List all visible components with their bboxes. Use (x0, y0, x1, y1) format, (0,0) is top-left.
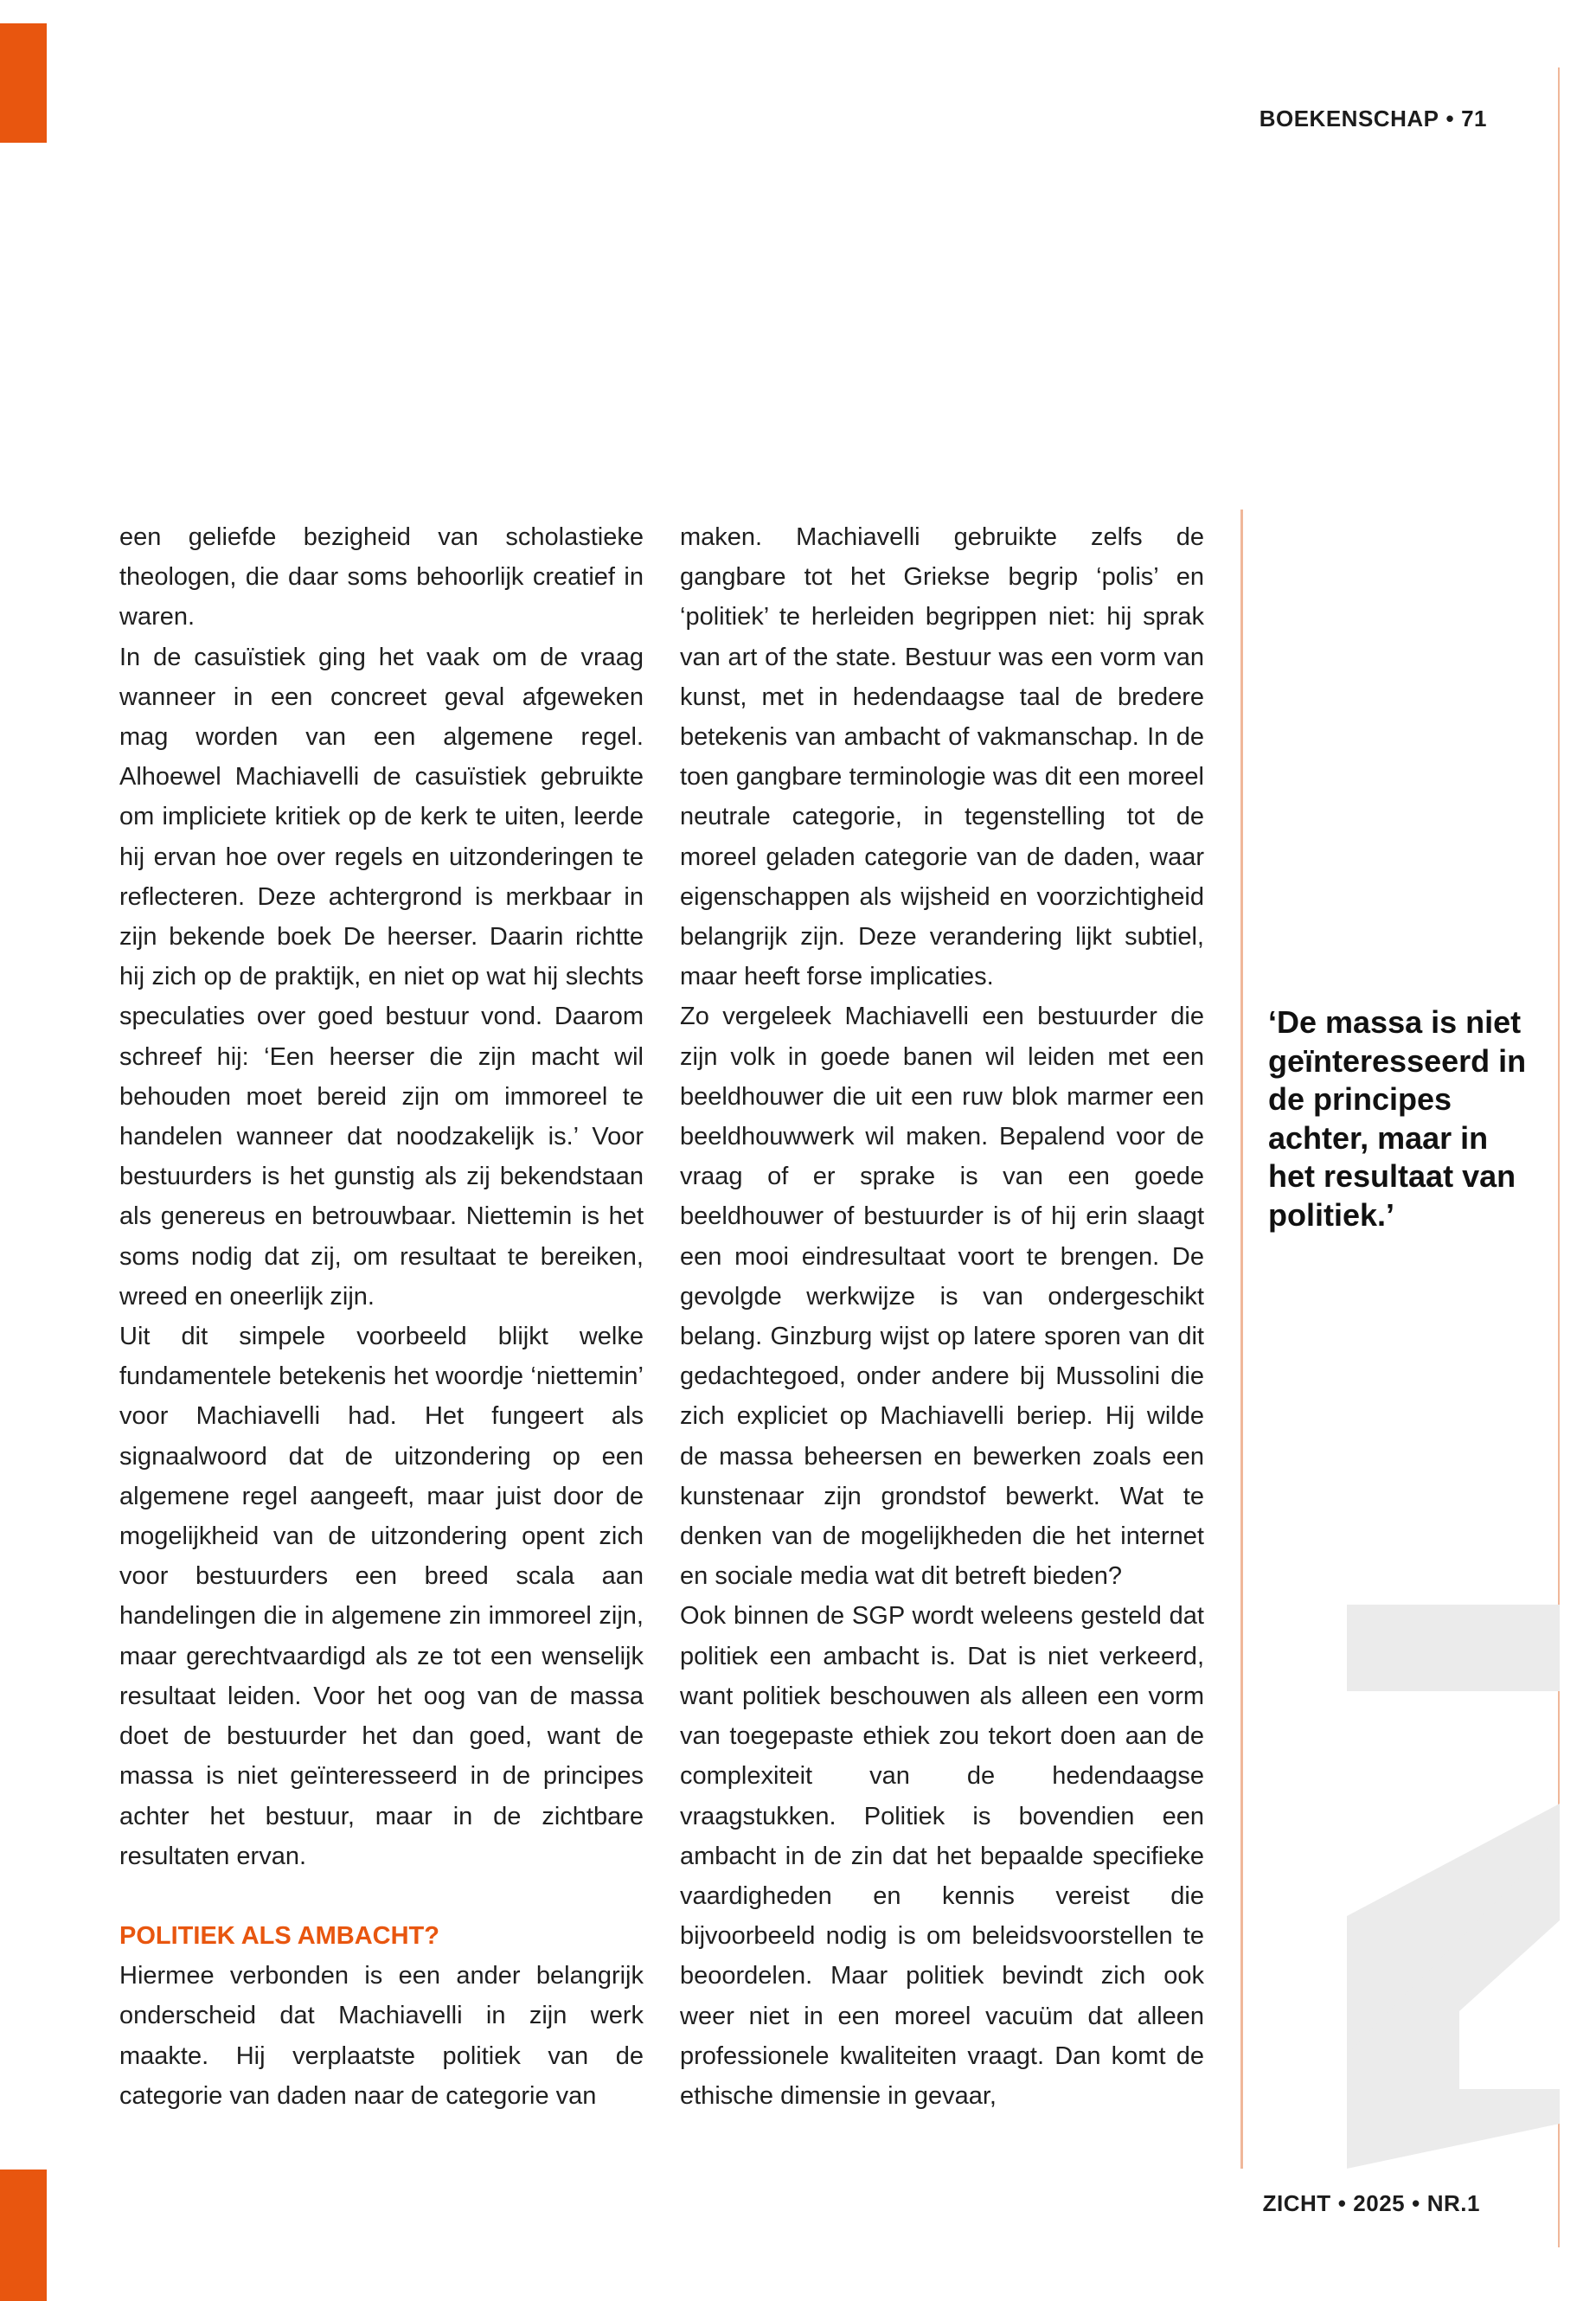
section-subheading: POLITIEK ALS AMBACHT? (119, 1921, 439, 1950)
separator-dot: • (1445, 106, 1455, 131)
section-title: BOEKENSCHAP (1259, 106, 1439, 131)
pull-quote: ‘De massa is niet geïnteresseerd in de principes achter, maar in het resultaat van politiek.’ (1268, 1004, 1527, 1233)
column-divider (1240, 510, 1243, 2169)
running-header (1259, 106, 1487, 132)
orange-edge-tab-top (0, 23, 47, 143)
page-number: 71 (1461, 106, 1487, 131)
paragraph: In de casuïstiek ging het vaak om de vraag wanneer in een concreet geval afgeweken mag worden van een algemene regel. Alhoewel Machiavelli de casuïstiek gebruikte om impliciete kritiek op de kerk te uiten, leerde hij ervan hoe over regels en uitzonderingen te reflecteren. Deze achtergrond is merkbaar in zijn bekende boek De heerser. Daarin richtte hij zich op de praktijk, en niet op wat hij slechts speculaties over goed bestuur vond. Daarom schreef hij: ‘Een heerser die zijn macht wil behouden moet bereid zijn om immoreel te handelen wanneer dat noodzakelijk is.’ Voor bestuurders is het gunstig als zij bekendstaan als genereus en betrouwbaar. Niettemin is het soms nodig dat zij, om resultaat te bereiken, wreed en oneerlijk zijn. (119, 643, 644, 1311)
paragraph: maken. Machiavelli gebruikte zelfs de gangbare tot het Griekse begrip ‘polis’ en ‘politiek’ te herleiden begrippen niet: hij sprak van art of the state. Bestuur was een vorm van kunst, met in hedendaagse taal de bredere betekenis van ambacht of vakmanschap. In de toen gangbare terminologie was dit een moreel neutrale categorie, in tegenstelling tot de moreel geladen categorie van de daden, waar eigenschappen als wijsheid en voorzichtigheid belangrijk zijn. Deze verandering lijkt subtiel, maar heeft forse implicaties. (680, 523, 1204, 991)
orange-edge-tab-bottom (0, 2170, 47, 2301)
paragraph: een geliefde bezigheid van scholastieke theologen, die daar soms behoorlijk creatief in waren. (119, 523, 644, 631)
year: 2025 (1353, 2190, 1406, 2216)
paragraph: Uit dit simpele voorbeeld blijkt welke fundamentele betekenis het woordje ‘niettemin’ voor Machiavelli had. Het fungeert als signaalwoord dat de uitzondering op een algemene regel aangeeft, maar juist door de mogelijkheid van de uitzondering opent zich voor bestuurders een breed scala aan handelingen die in algemene zin immoreel zijn, maar gerechtvaardigd als ze tot een wenselijk resultaat leiden. Voor het oog van de massa doet de bestuurder het dan goed, want de massa is niet geïnteresseerd in de principes achter het bestuur, maar in de zichtbare resultaten ervan. (119, 1323, 644, 1870)
magazine-name: ZICHT (1262, 2190, 1331, 2216)
running-footer (1263, 2190, 1480, 2217)
paragraph: Hiermee verbonden is een ander belangrijk onderscheid dat Machiavelli in zijn werk maakte. Hij verplaatste politiek van de categorie van daden naar de categorie van (119, 1962, 644, 2110)
paragraph: Zo vergeleek Machiavelli een bestuurder die zijn volk in goede banen wil leiden met een beeldhouwer die uit een ruw blok marmer een beeldhouwwerk wil maken. Bepalend voor de vraag of er sprake is van een goede beeldhouwer of bestuurder is of hij erin slaagt een mooi eindresultaat voort te brengen. De gevolgde werkwijze is van ondergeschikt belang. Ginzburg wijst op latere sporen van dit gedachtegoed, onder andere bij Mussolini die zich expliciet op Machiavelli beriep. Hij wilde de massa beheersen en bewerken zoals een kunstenaar zijn grondstof bewerkt. Wat te denken van de mogelijkheden die het internet en sociale media wat dit betreft bieden? (680, 1003, 1204, 1591)
decorative-z-graphic (1347, 1605, 1560, 2169)
issue-number: NR.1 (1426, 2190, 1480, 2216)
text-column-right (680, 517, 1204, 2116)
separator-dot: • (1337, 2190, 1347, 2216)
separator-dot: • (1412, 2190, 1420, 2216)
text-column-left (119, 517, 644, 2116)
paragraph: Ook binnen de SGP wordt weleens gesteld dat politiek een ambacht is. Dat is niet verkeerd, want politiek beschouwen als alleen een vorm van toegepaste ethiek zou tekort doen aan de complexiteit van de hedendaagse vraagstukken. Politiek is bovendien een ambacht in de zin dat het bepaalde specifieke vaardigheden en kennis vereist die bijvoorbeeld nodig is om beleidsvoorstellen te beoordelen. Maar politiek bevindt zich ook weer niet in een moreel vacuüm dat alleen professionele kwaliteiten vraagt. Dan komt de ethische dimensie in gevaar, (680, 1602, 1204, 2110)
